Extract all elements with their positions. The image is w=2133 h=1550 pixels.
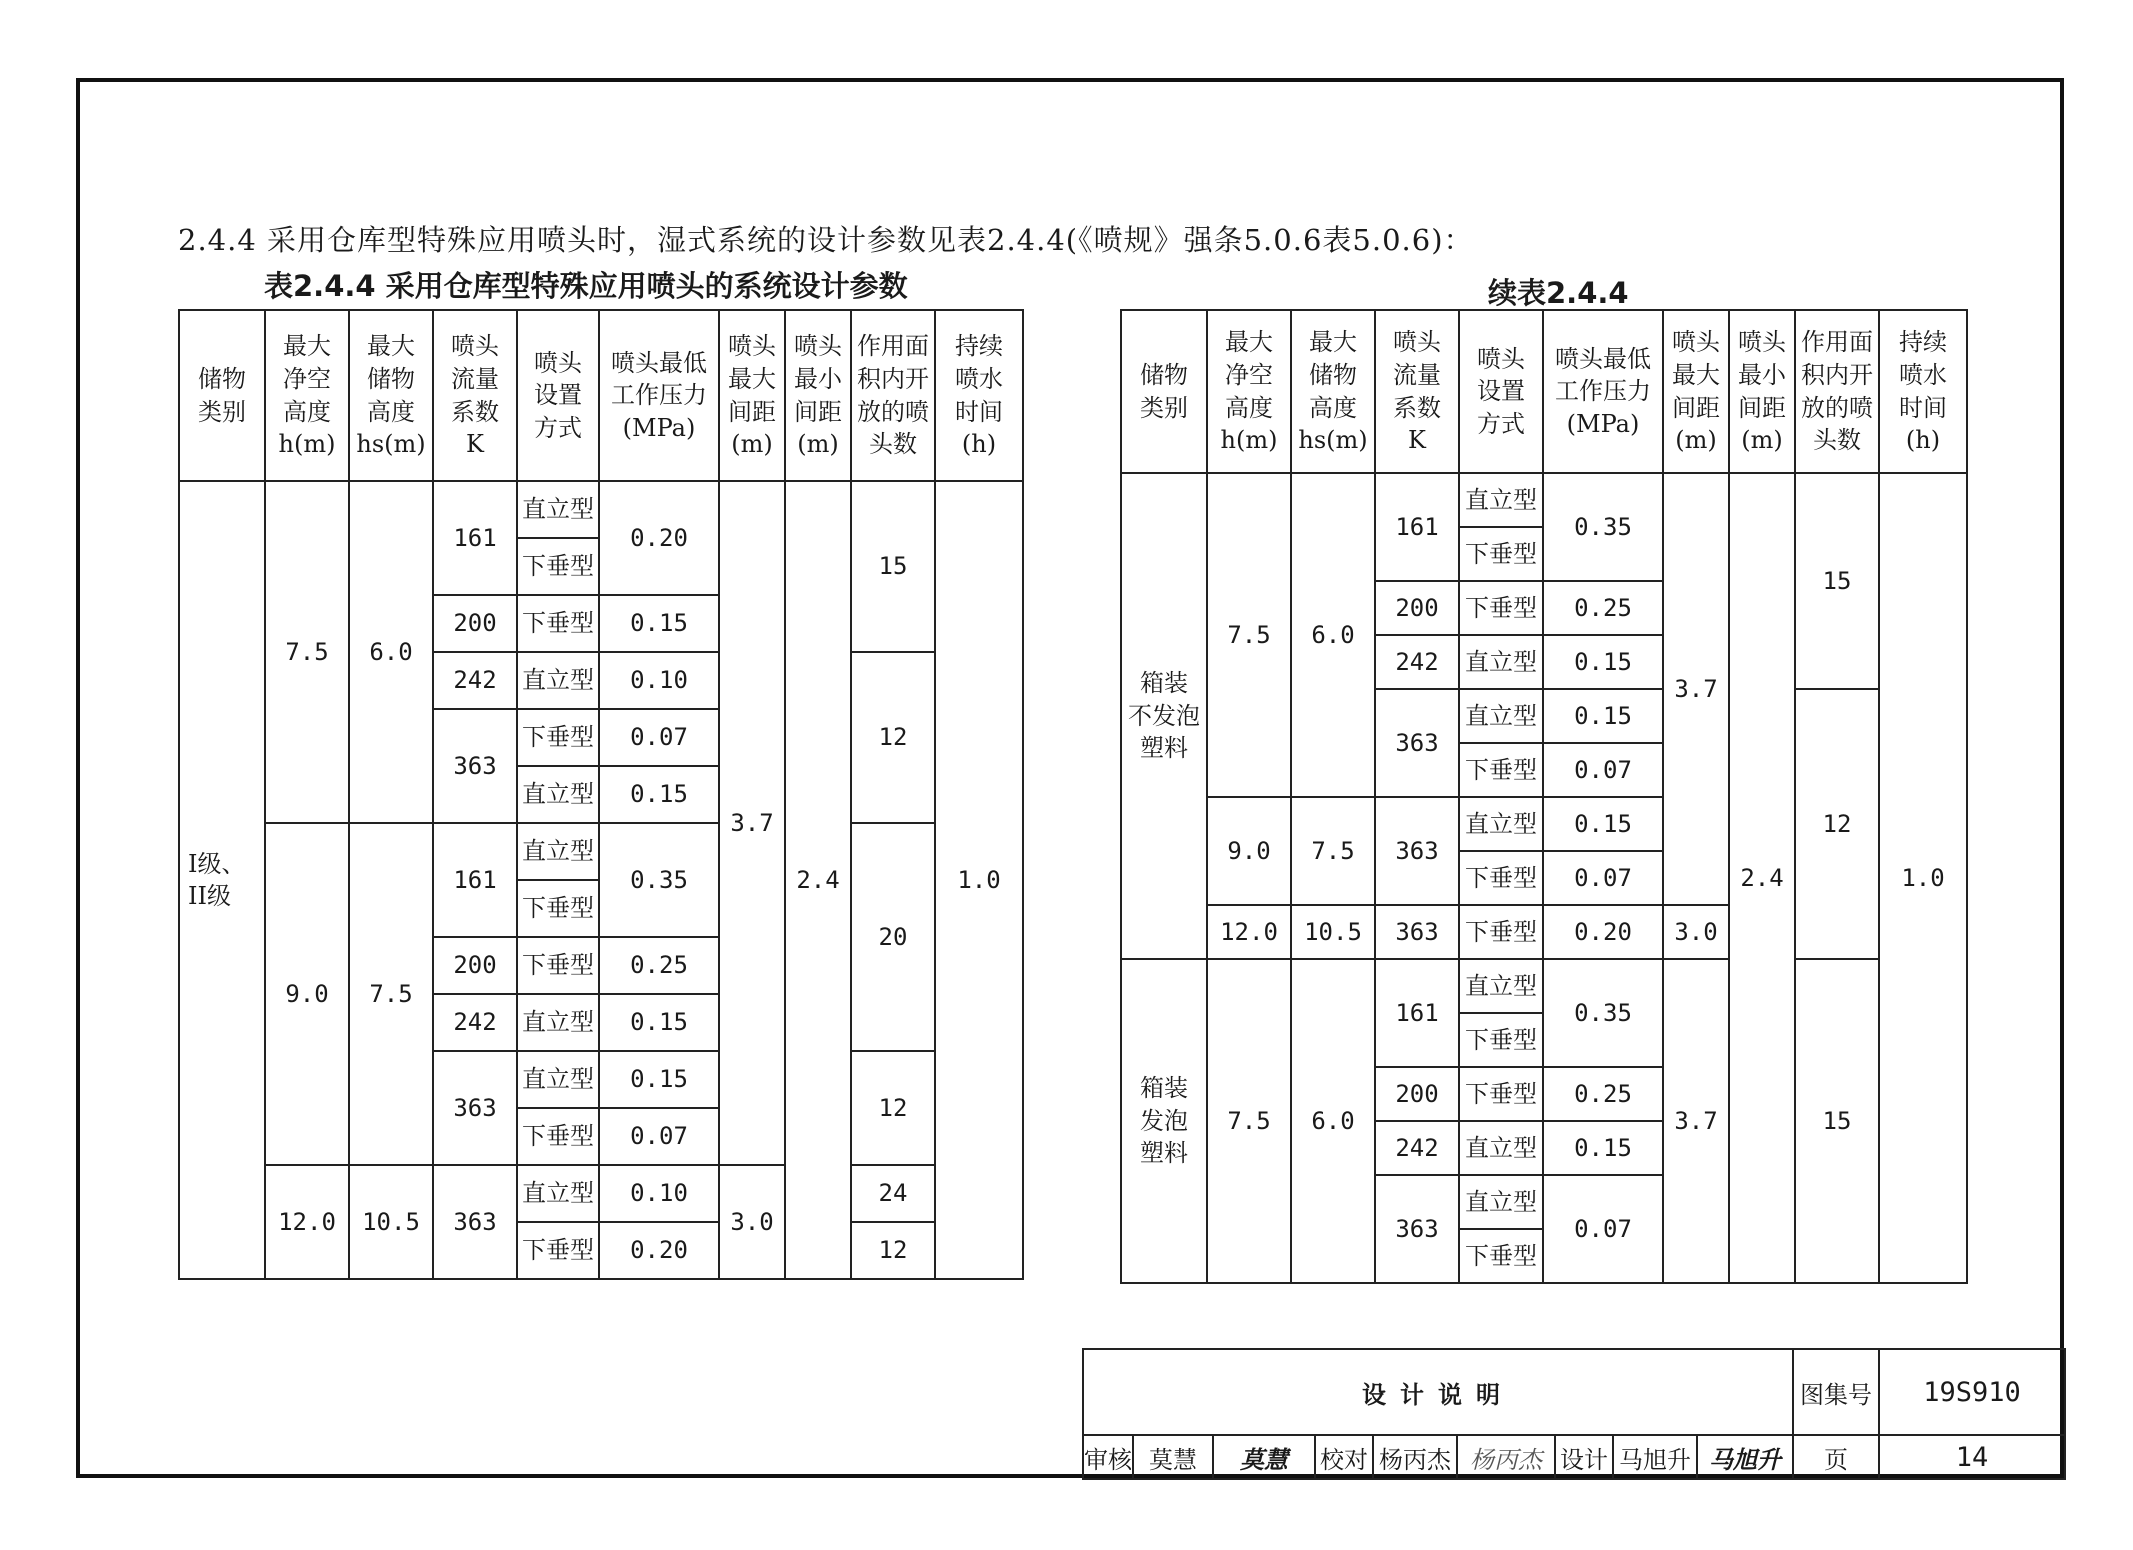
k-cell: 200 — [433, 595, 517, 652]
mode-cell: 下垂型 — [1459, 743, 1543, 797]
k-cell: 200 — [1375, 581, 1459, 635]
pressure-cell: 0.15 — [1543, 689, 1663, 743]
mode-cell: 下垂型 — [1459, 905, 1543, 959]
pressure-cell: 0.20 — [599, 481, 719, 595]
pressure-cell: 0.15 — [1543, 635, 1663, 689]
max-spacing-cell: 3.0 — [719, 1165, 785, 1279]
checker-name: 杨丙杰 — [1373, 1435, 1457, 1479]
atlas-label: 图集号 — [1793, 1349, 1879, 1435]
max-spacing-cell: 3.0 — [1663, 905, 1729, 959]
hs-cell: 10.5 — [349, 1165, 433, 1279]
pressure-cell: 0.07 — [1543, 1175, 1663, 1283]
header-cell: 作用面 积内开 放的喷 头数 — [851, 310, 935, 481]
intro-text: 2.4.4 采用仓库型特殊应用喷头时，湿式系统的设计参数见表2.4.4(《喷规》强条5.0.6表5.0.6)： — [178, 223, 1474, 257]
duration-cell: 1.0 — [1879, 473, 1967, 1283]
table1-header-row — [179, 310, 1023, 481]
k-cell: 363 — [1375, 797, 1459, 905]
mode-cell: 直立型 — [517, 1165, 599, 1222]
category-cell: 箱装 不发泡 塑料 — [1121, 473, 1207, 959]
pressure-cell: 0.15 — [599, 994, 719, 1051]
hs-cell: 6.0 — [1291, 473, 1375, 797]
table1 — [178, 309, 1024, 1280]
k-cell: 363 — [1375, 689, 1459, 797]
k-cell: 242 — [1375, 1121, 1459, 1175]
mode-cell: 直立型 — [1459, 1121, 1543, 1175]
mode-cell: 直立型 — [1459, 473, 1543, 527]
header-cell: 喷头 最大 间距 (m) — [719, 310, 785, 481]
pressure-cell: 0.35 — [599, 823, 719, 937]
mode-cell: 直立型 — [1459, 959, 1543, 1013]
heads-cell: 20 — [851, 823, 935, 1051]
mode-cell: 下垂型 — [1459, 1229, 1543, 1283]
heads-cell: 15 — [851, 481, 935, 652]
min-spacing-cell: 2.4 — [1729, 473, 1795, 1283]
table-row — [179, 823, 1023, 880]
mode-cell: 直立型 — [517, 994, 599, 1051]
mode-cell: 直立型 — [517, 823, 599, 880]
mode-cell: 下垂型 — [517, 538, 599, 595]
table2-caption: 续表2.4.4 — [1488, 276, 1629, 310]
heads-cell: 15 — [1795, 473, 1879, 689]
h-cell: 7.5 — [265, 481, 349, 823]
mode-cell: 下垂型 — [517, 709, 599, 766]
header-cell: 喷头 流量 系数 K — [433, 310, 517, 481]
pressure-cell: 0.35 — [1543, 959, 1663, 1067]
review-label: 审核 — [1083, 1435, 1133, 1479]
heads-cell: 12 — [851, 1222, 935, 1279]
mode-cell: 直立型 — [517, 766, 599, 823]
pressure-cell: 0.25 — [1543, 1067, 1663, 1121]
mode-cell: 直立型 — [1459, 635, 1543, 689]
heads-cell: 15 — [1795, 959, 1879, 1283]
checker-signature: 杨丙杰 — [1457, 1435, 1555, 1479]
h-cell: 9.0 — [265, 823, 349, 1165]
k-cell: 161 — [433, 823, 517, 937]
min-spacing-cell: 2.4 — [785, 481, 851, 1279]
h-cell: 7.5 — [1207, 959, 1291, 1283]
pressure-cell: 0.15 — [1543, 797, 1663, 851]
header-cell: 喷头 设置 方式 — [1459, 310, 1543, 473]
k-cell: 161 — [1375, 959, 1459, 1067]
max-spacing-cell: 3.7 — [1663, 959, 1729, 1283]
pressure-cell: 0.07 — [599, 709, 719, 766]
title-block — [1082, 1348, 2066, 1480]
page-label: 页 — [1793, 1435, 1879, 1479]
k-cell: 242 — [433, 652, 517, 709]
table2 — [1120, 309, 1968, 1284]
table2-header-row — [1121, 310, 1967, 473]
page-number: 14 — [1879, 1435, 2065, 1479]
header-cell: 最大 净空 高度 h(m) — [1207, 310, 1291, 473]
max-spacing-cell: 3.7 — [1663, 473, 1729, 905]
header-cell: 持续 喷水 时间 (h) — [935, 310, 1023, 481]
k-cell: 363 — [433, 1165, 517, 1279]
header-cell: 作用面 积内开 放的喷 头数 — [1795, 310, 1879, 473]
header-cell: 喷头最低 工作压力 (MPa) — [1543, 310, 1663, 473]
reviewer-name: 莫慧 — [1133, 1435, 1213, 1479]
pressure-cell: 0.35 — [1543, 473, 1663, 581]
heads-cell: 12 — [851, 1051, 935, 1165]
heads-cell: 12 — [1795, 689, 1879, 959]
mode-cell: 下垂型 — [517, 1108, 599, 1165]
h-cell: 9.0 — [1207, 797, 1291, 905]
mode-cell: 下垂型 — [517, 595, 599, 652]
pressure-cell: 0.07 — [599, 1108, 719, 1165]
k-cell: 200 — [433, 937, 517, 994]
pressure-cell: 0.15 — [1543, 1121, 1663, 1175]
header-cell: 喷头 最小 间距 (m) — [785, 310, 851, 481]
atlas-number: 19S910 — [1879, 1349, 2065, 1435]
pressure-cell: 0.15 — [599, 595, 719, 652]
mode-cell: 下垂型 — [517, 1222, 599, 1279]
category-cell: 箱装 发泡 塑料 — [1121, 959, 1207, 1283]
mode-cell: 直立型 — [517, 652, 599, 709]
mode-cell: 直立型 — [1459, 689, 1543, 743]
pressure-cell: 0.07 — [1543, 851, 1663, 905]
header-cell: 持续 喷水 时间 (h) — [1879, 310, 1967, 473]
table-row — [179, 1165, 1023, 1222]
hs-cell: 6.0 — [1291, 959, 1375, 1283]
k-cell: 161 — [1375, 473, 1459, 581]
hs-cell: 7.5 — [1291, 797, 1375, 905]
hs-cell: 7.5 — [349, 823, 433, 1165]
designer-name: 马旭升 — [1613, 1435, 1697, 1479]
table-row — [179, 481, 1023, 538]
drawing-title: 设计说明 — [1083, 1349, 1793, 1435]
duration-cell: 1.0 — [935, 481, 1023, 1279]
heads-cell: 12 — [851, 652, 935, 823]
header-cell: 最大 净空 高度 h(m) — [265, 310, 349, 481]
table-row — [1121, 959, 1967, 1013]
k-cell: 363 — [1375, 1175, 1459, 1283]
hs-cell: 6.0 — [349, 481, 433, 823]
header-cell: 最大 储物 高度 hs(m) — [349, 310, 433, 481]
mode-cell: 直立型 — [1459, 797, 1543, 851]
pressure-cell: 0.15 — [599, 1051, 719, 1108]
mode-cell: 下垂型 — [1459, 581, 1543, 635]
k-cell: 242 — [1375, 635, 1459, 689]
mode-cell: 下垂型 — [1459, 851, 1543, 905]
max-spacing-cell: 3.7 — [719, 481, 785, 1165]
table1-caption: 表2.4.4 采用仓库型特殊应用喷头的系统设计参数 — [264, 269, 908, 303]
mode-cell: 下垂型 — [1459, 1013, 1543, 1067]
header-cell: 喷头 最大 间距 (m) — [1663, 310, 1729, 473]
hs-cell: 10.5 — [1291, 905, 1375, 959]
mode-cell: 下垂型 — [517, 880, 599, 937]
mode-cell: 下垂型 — [1459, 1067, 1543, 1121]
pressure-cell: 0.25 — [599, 937, 719, 994]
k-cell: 363 — [433, 1051, 517, 1165]
mode-cell: 直立型 — [517, 1051, 599, 1108]
header-cell: 最大 储物 高度 hs(m) — [1291, 310, 1375, 473]
header-cell: 储物 类别 — [179, 310, 265, 481]
header-cell: 喷头 最小 间距 (m) — [1729, 310, 1795, 473]
k-cell: 161 — [433, 481, 517, 595]
pressure-cell: 0.15 — [599, 766, 719, 823]
k-cell: 363 — [1375, 905, 1459, 959]
design-label: 设计 — [1555, 1435, 1613, 1479]
h-cell: 12.0 — [1207, 905, 1291, 959]
header-cell: 喷头最低 工作压力 (MPa) — [599, 310, 719, 481]
designer-signature: 马旭升 — [1697, 1435, 1793, 1479]
mode-cell: 直立型 — [1459, 1175, 1543, 1229]
h-cell: 7.5 — [1207, 473, 1291, 797]
pressure-cell: 0.25 — [1543, 581, 1663, 635]
heads-cell: 24 — [851, 1165, 935, 1222]
header-cell: 储物 类别 — [1121, 310, 1207, 473]
check-label: 校对 — [1315, 1435, 1373, 1479]
pressure-cell: 0.20 — [599, 1222, 719, 1279]
k-cell: 363 — [433, 709, 517, 823]
header-cell: 喷头 设置 方式 — [517, 310, 599, 481]
table-row — [1121, 473, 1967, 527]
k-cell: 200 — [1375, 1067, 1459, 1121]
mode-cell: 下垂型 — [517, 937, 599, 994]
k-cell: 242 — [433, 994, 517, 1051]
reviewer-signature: 莫慧 — [1213, 1435, 1315, 1479]
pressure-cell: 0.10 — [599, 652, 719, 709]
pressure-cell: 0.20 — [1543, 905, 1663, 959]
h-cell: 12.0 — [265, 1165, 349, 1279]
header-cell: 喷头 流量 系数 K — [1375, 310, 1459, 473]
mode-cell: 直立型 — [517, 481, 599, 538]
pressure-cell: 0.10 — [599, 1165, 719, 1222]
category-cell: I级、 II级 — [179, 481, 265, 1279]
pressure-cell: 0.07 — [1543, 743, 1663, 797]
mode-cell: 下垂型 — [1459, 527, 1543, 581]
